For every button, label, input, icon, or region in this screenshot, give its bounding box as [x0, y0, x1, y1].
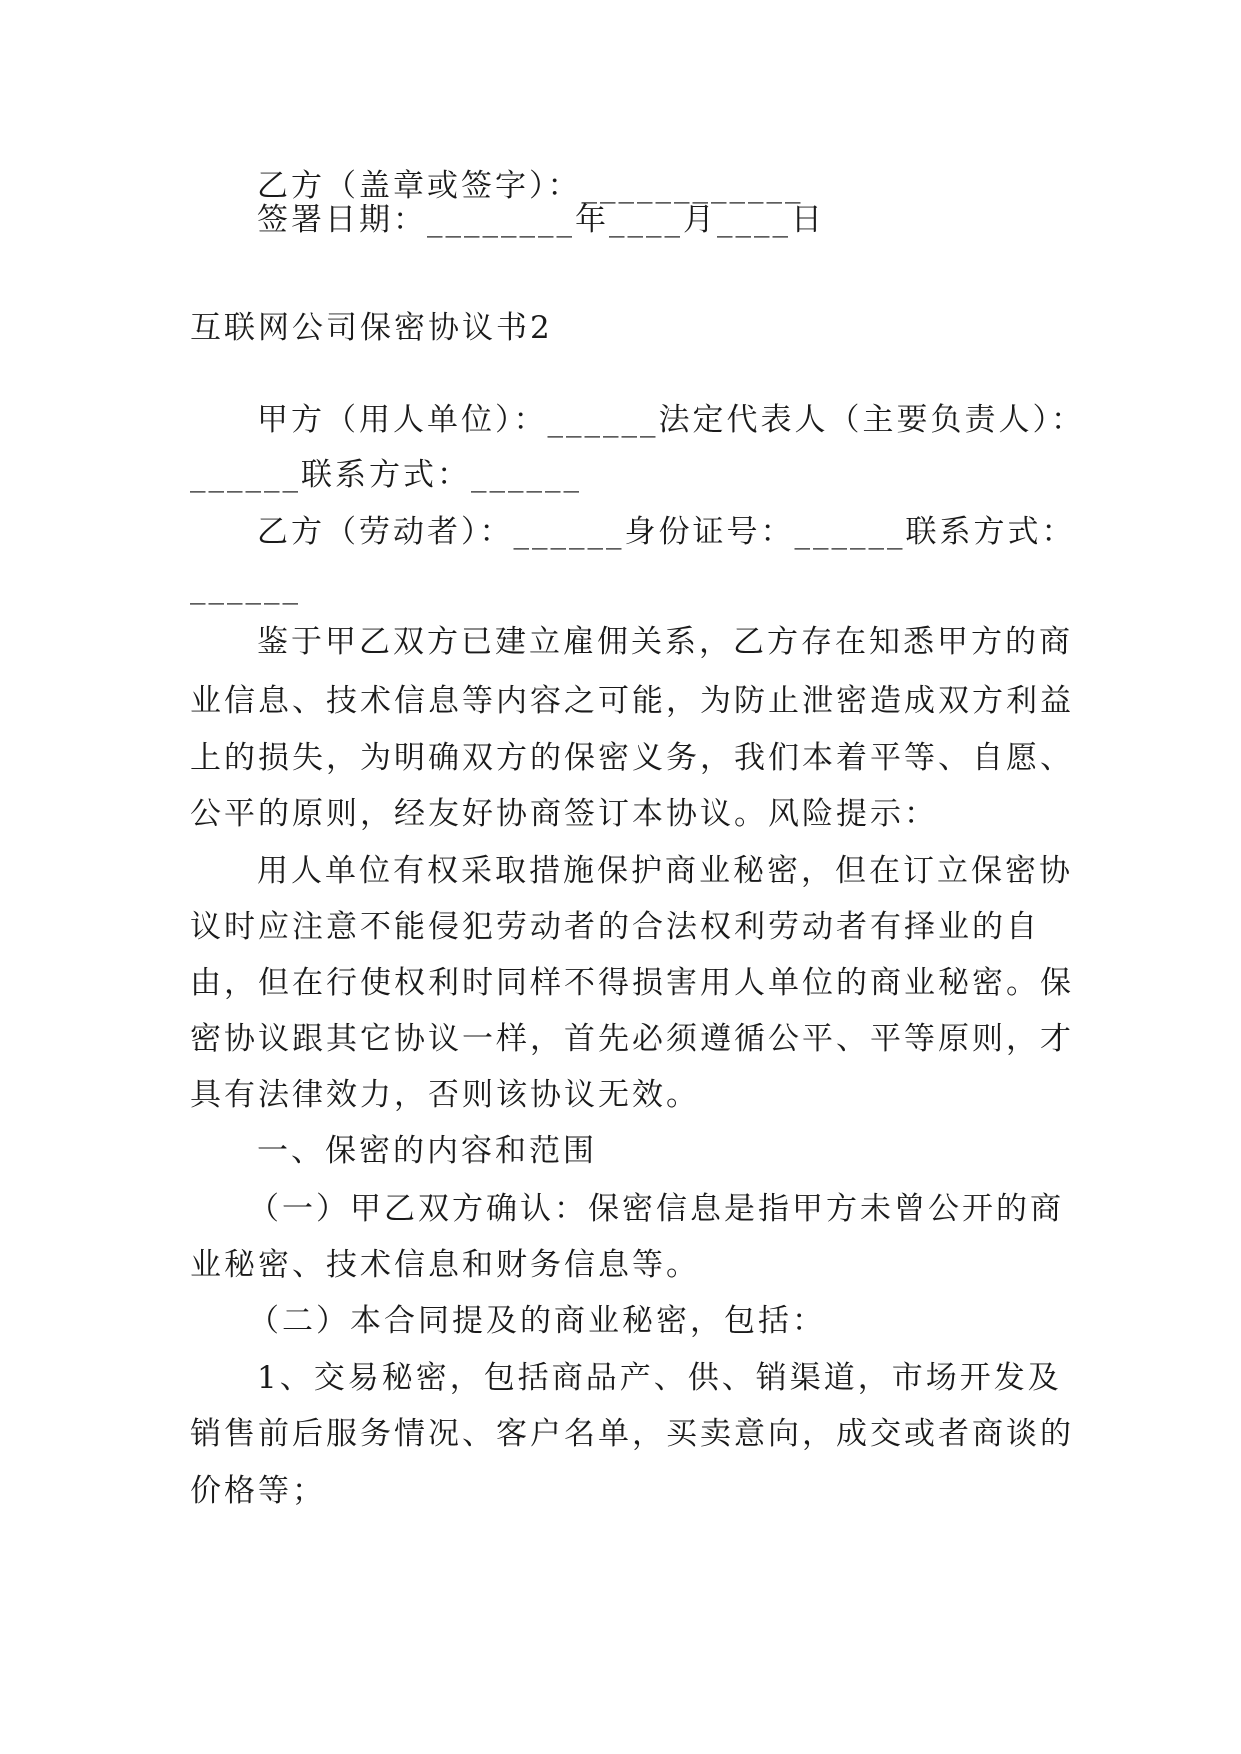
item-1-line-1: 1、交易秘密，包括商品产、供、销渠道，市场开发及 [257, 1360, 1062, 1396]
risk-note-line-4: 密协议跟其它协议一样，首先必须遵循公平、平等原则，才 [190, 1021, 1074, 1057]
clause-1-line-1: （一）甲乙双方确认：保密信息是指甲方未曾公开的商 [248, 1191, 1064, 1227]
section-1-heading: 一、保密的内容和范围 [257, 1133, 597, 1169]
clause-2-line: （二）本合同提及的商业秘密，包括： [248, 1303, 826, 1339]
sign-date-line: 签署日期：________年____月____日 [257, 202, 825, 238]
item-1-line-2: 销售前后服务情况、客户名单，买卖意向，成交或者商谈的 [190, 1416, 1074, 1452]
party-a-line-2: ______联系方式：______ [190, 457, 582, 493]
risk-note-line-3: 由，但在行使权利时同样不得损害用人单位的商业秘密。保 [190, 965, 1074, 1001]
preamble-line-3: 上的损失，为明确双方的保密义务，我们本着平等、自愿、 [190, 740, 1074, 776]
document-title: 互联网公司保密协议书2 [190, 310, 553, 346]
preamble-line-1: 鉴于甲乙双方已建立雇佣关系，乙方存在知悉甲方的商 [257, 624, 1073, 660]
preamble-line-4: 公平的原则，经友好协商签订本协议。风险提示： [190, 796, 938, 832]
party-b-signature-line: 乙方（盖章或签字）：____________ [257, 168, 804, 204]
item-1-line-3: 价格等； [190, 1473, 326, 1509]
preamble-line-2: 业信息、技术信息等内容之可能，为防止泄密造成双方利益 [190, 683, 1074, 719]
risk-note-line-1: 用人单位有权采取措施保护商业秘密，但在订立保密协 [257, 853, 1073, 889]
party-b-line-1: 乙方（劳动者）：______身份证号：______联系方式： [257, 514, 1076, 550]
party-b-line-2: ______ [190, 569, 301, 605]
clause-1-line-2: 业秘密、技术信息和财务信息等。 [190, 1247, 700, 1283]
risk-note-line-2: 议时应注意不能侵犯劳动者的合法权利劳动者有择业的自 [190, 909, 1040, 945]
risk-note-line-5: 具有法律效力，否则该协议无效。 [190, 1077, 700, 1113]
party-a-line-1: 甲方（用人单位）：______法定代表人（主要负责人）： [257, 402, 1085, 438]
